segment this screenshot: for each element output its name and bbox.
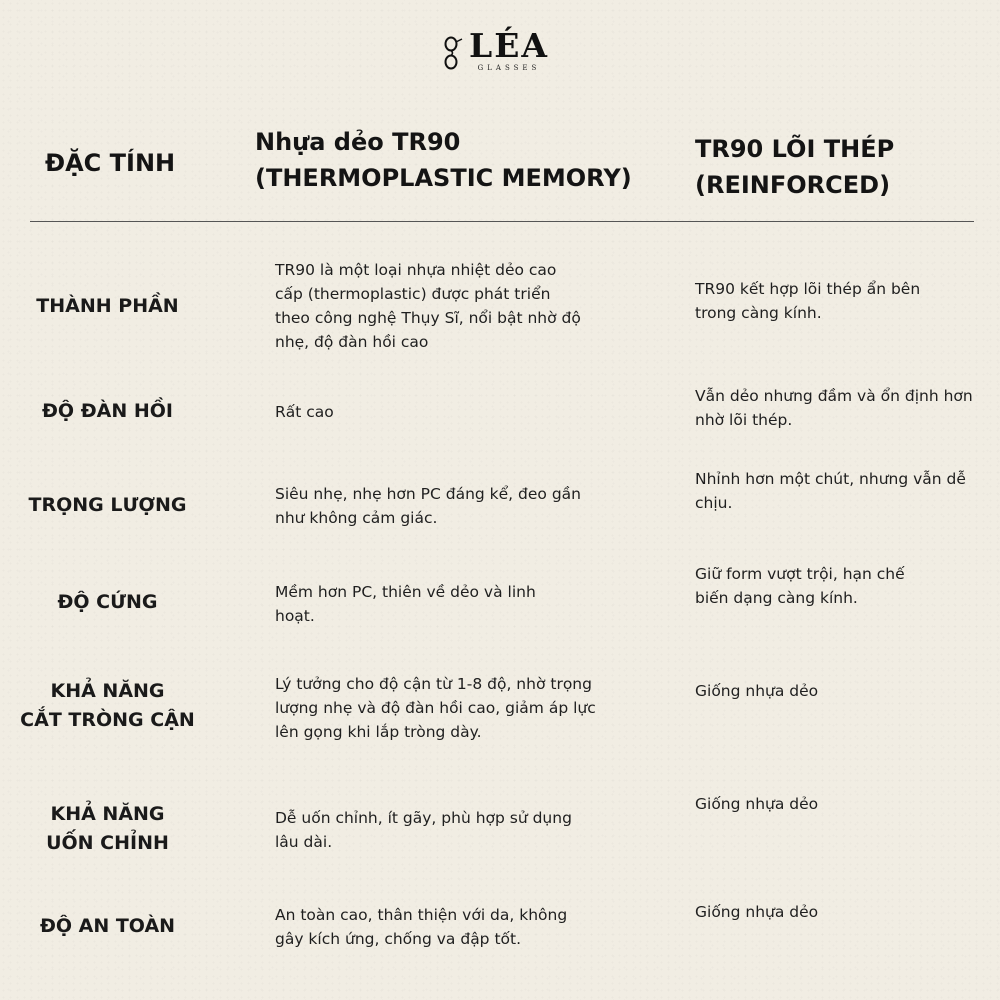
cell-line: Lý tưởng cho độ cận từ 1-8 độ, nhờ trọng xyxy=(275,675,592,693)
cell-line: Rất cao xyxy=(275,403,334,421)
cell-line: Giống nhựa dẻo xyxy=(695,903,819,921)
cell-line: Dễ uốn chỉnh, ít gãy, phù hợp sử dụng xyxy=(275,809,572,827)
row-label-elasticity xyxy=(10,397,205,426)
row-label-line: KHẢ NĂNG xyxy=(50,680,165,702)
cell-line: cấp (thermoplastic) được phát triển xyxy=(275,285,551,303)
header-property-text: ĐẶC TÍNH xyxy=(45,149,176,177)
header-steel-line2: (REINFORCED) xyxy=(695,171,891,199)
cell-line: lâu dài. xyxy=(275,833,333,851)
cell-line: Vẫn dẻo nhưng đầm và ổn định hơn xyxy=(695,387,973,405)
cell-line: nhờ lõi thép. xyxy=(695,411,793,429)
cell-line: gây kích ứng, chống va đập tốt. xyxy=(275,930,522,948)
cell-line: Mềm hơn PC, thiên về dẻo và linh xyxy=(275,583,536,601)
row-label-line: UỐN CHỈNH xyxy=(46,832,169,854)
cell-tr90-adjustability xyxy=(275,806,620,854)
header-tr90-line1: Nhựa dẻo TR90 xyxy=(255,128,461,156)
cell-steel-adjustability xyxy=(695,792,995,816)
row-label-line: ĐỘ CỨNG xyxy=(57,591,158,613)
row-label-line: TRỌNG LƯỢNG xyxy=(28,494,187,516)
header-divider xyxy=(30,221,974,222)
row-label-line: THÀNH PHẦN xyxy=(36,295,179,317)
cell-line: Nhỉnh hơn một chút, nhưng vẫn dễ xyxy=(695,470,966,488)
cell-line: chịu. xyxy=(695,494,733,512)
row-label-line: KHẢ NĂNG xyxy=(50,803,165,825)
row-label-safety xyxy=(10,912,205,941)
cell-line: Giữ form vượt trội, hạn chế xyxy=(695,565,905,583)
cell-line: nhẹ, độ đàn hồi cao xyxy=(275,333,429,351)
header-property xyxy=(45,145,175,181)
brand-subtitle: GLASSES xyxy=(477,64,541,72)
cell-line: hoạt. xyxy=(275,607,315,625)
cell-line: Giống nhựa dẻo xyxy=(695,682,819,700)
cell-tr90-elasticity xyxy=(275,400,620,424)
header-tr90 xyxy=(255,124,665,196)
cell-line: An toàn cao, thân thiện với da, không xyxy=(275,906,568,924)
cell-steel-hardness xyxy=(695,562,995,610)
row-label-weight xyxy=(10,491,205,520)
brand-name: LÉA xyxy=(469,26,549,65)
cell-line: Giống nhựa dẻo xyxy=(695,795,819,813)
cell-steel-lens-cutting xyxy=(695,679,995,703)
cell-line: theo công nghệ Thụy Sĩ, nổi bật nhờ độ xyxy=(275,309,581,327)
cell-line: lượng nhẹ và độ đàn hồi cao, giảm áp lực xyxy=(275,699,596,717)
row-label-line: CẮT TRÒNG CẬN xyxy=(20,709,195,731)
glasses-icon xyxy=(442,34,464,74)
cell-steel-composition xyxy=(695,277,995,325)
cell-line: như không cảm giác. xyxy=(275,509,438,527)
row-label-lens-cutting xyxy=(10,677,205,735)
header-steel xyxy=(695,131,985,203)
cell-line: biến dạng càng kính. xyxy=(695,589,858,607)
brand-logo xyxy=(442,26,552,76)
cell-tr90-lens-cutting xyxy=(275,672,620,744)
cell-tr90-weight xyxy=(275,482,620,530)
cell-line: TR90 là một loại nhựa nhiệt dẻo cao xyxy=(275,261,557,279)
header-steel-line1: TR90 LÕI THÉP xyxy=(695,135,895,163)
cell-steel-safety xyxy=(695,900,995,924)
cell-tr90-hardness xyxy=(275,580,620,628)
row-label-line: ĐỘ ĐÀN HỒI xyxy=(42,400,173,422)
cell-tr90-safety xyxy=(275,903,620,951)
cell-line: Siêu nhẹ, nhẹ hơn PC đáng kể, đeo gần xyxy=(275,485,581,503)
cell-line: lên gọng khi lắp tròng dày. xyxy=(275,723,482,741)
cell-steel-weight xyxy=(695,467,995,515)
cell-line: trong càng kính. xyxy=(695,304,822,322)
row-label-composition xyxy=(10,292,205,321)
cell-line: TR90 kết hợp lõi thép ẩn bên xyxy=(695,280,921,298)
row-label-line: ĐỘ AN TOÀN xyxy=(39,915,176,937)
cell-tr90-composition xyxy=(275,258,620,354)
cell-steel-elasticity xyxy=(695,384,995,432)
row-label-adjustability xyxy=(10,800,205,858)
row-label-hardness xyxy=(10,588,205,617)
header-tr90-line2: (THERMOPLASTIC MEMORY) xyxy=(255,164,632,192)
